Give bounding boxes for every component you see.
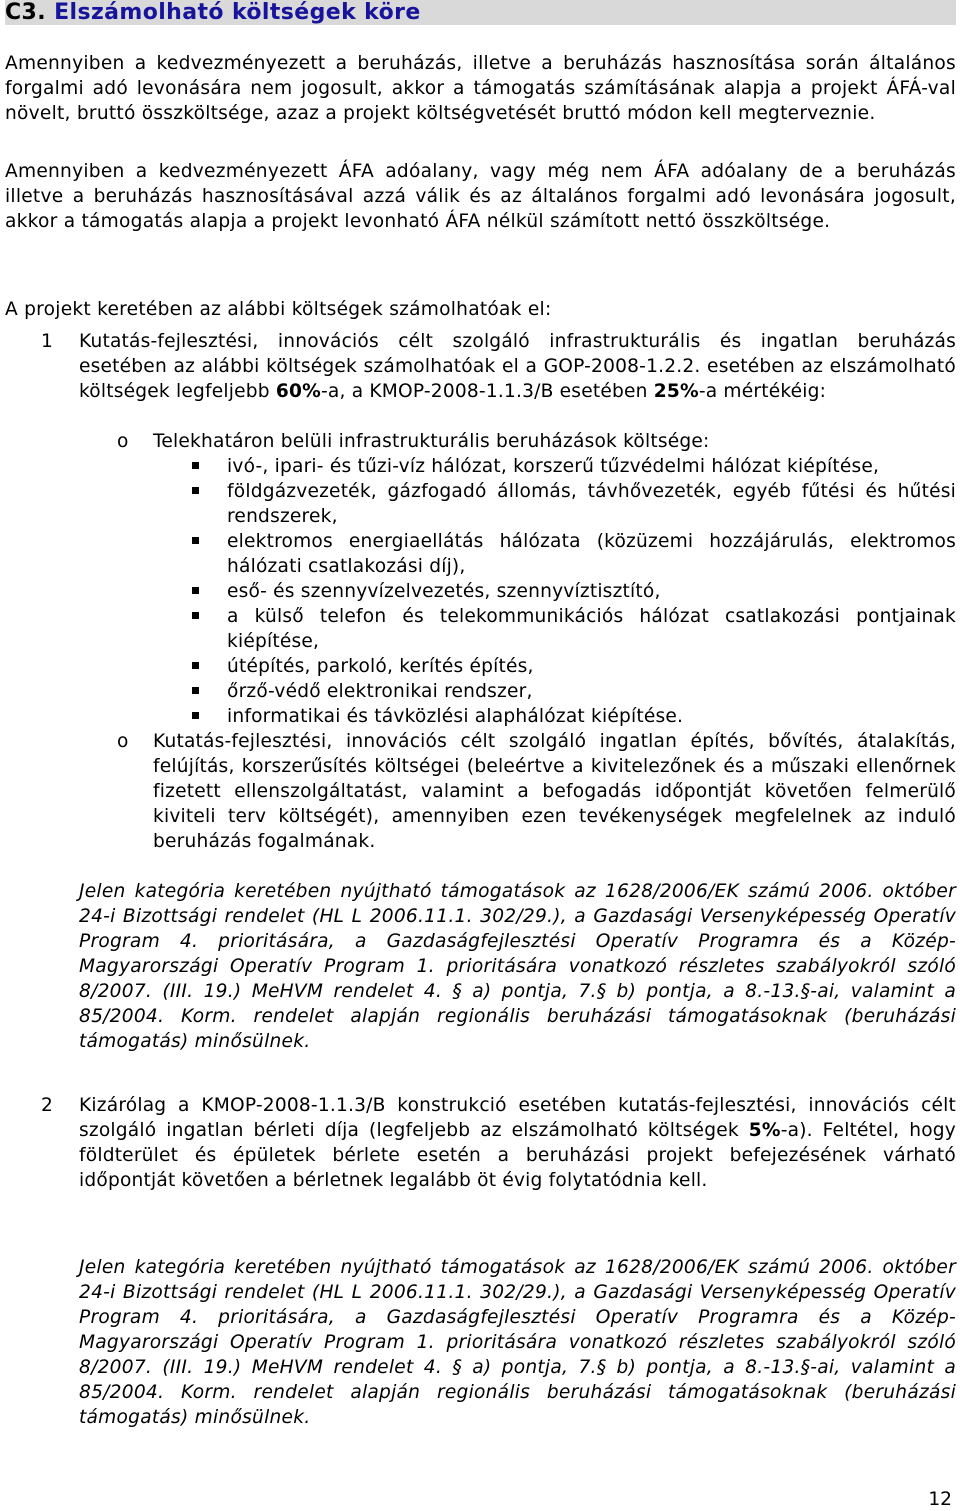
intro-paragraph-2: Amennyiben a kedvezményezett ÁFA adóalany, vagy még nem ÁFA adóalany de a beruházás illetve a beruházás hasznosításával azzá válik és az általános forgalmi adó levonására jogosult, akkor a támogatás alapja a projekt levonható ÁFA nélkül számított nettó összköltsége. <box>5 161 956 232</box>
intro-paragraph-1: Amennyiben a kedvezményezett a beruházás, illetve a beruházás hasznosítása során általános forgalmi adó levonására nem jogosult, akkor a támogatás számításának alapja a projekt ÁFÁ-val növelt, bruttó összköltsége, azaz a projekt költségvetését bruttó módon kell megterveznie. <box>5 53 956 124</box>
bullet-item: őrző-védő elektronikai rendszer, <box>227 681 533 702</box>
percent-25: 25% <box>653 381 699 402</box>
bullet-item: eső- és szennyvízelvezetés, szennyvíztisztító, <box>227 581 661 602</box>
bullet-item: ivó-, ipari- és tűzi-víz hálózat, korszerű tűzvédelmi hálózat kiépítése, <box>227 456 880 477</box>
sublist-item-infrastructure: Telekhatáron belüli infrastrukturális beruházások költsége: <box>153 431 710 452</box>
bullet-item: elektromos energiaellátás hálózata (közüzemi hozzájárulás, elektromos hálózati csatlakozási díj), <box>227 531 956 577</box>
square-bullet-icon <box>192 687 199 694</box>
bullet-item: a külső telefon és telekommunikációs hálózat csatlakozási pontjainak kiépítése, <box>227 606 956 652</box>
section-title: Elszámolható költségek köre <box>54 0 421 25</box>
square-bullet-icon <box>192 712 199 719</box>
sublist-item-construction: Kutatás-fejlesztési, innovációs célt szolgáló ingatlan építés, bővítés, átalakítás, felújítás, korszerűsítés költségei (beleértve a kivitelezőnek és a műszaki ellenőrnek fizetett ellenszolgáltatást, valamint a befogadás időpontját követően felmerülő kiviteli terv költségét), amennyiben ezen tevékenységek megfelelnek az induló beruházás fogalmának. <box>153 731 956 852</box>
list-item-1-text: Kutatás-fejlesztési, innovációs célt szolgáló infrastrukturális és ingatlan beruházás esetében az alábbi költségek számolhatóak el a GOP-2008-1.2.2. esetében az elszámolható költségek legfeljebb 60%-a, a KMOP-2008-1.1.3/B esetében 25%-a mértékéig: <box>79 331 956 402</box>
square-bullet-icon <box>192 462 199 469</box>
sublist-marker-1: o <box>117 431 129 452</box>
bullet-item: útépítés, parkoló, kerítés építés, <box>227 656 534 677</box>
square-bullet-icon <box>192 612 199 619</box>
sublist-marker-2: o <box>117 731 129 752</box>
percent-5: 5% <box>748 1120 781 1141</box>
percent-60: 60% <box>275 381 321 402</box>
list-item-2-number: 2 <box>41 1095 53 1116</box>
section-number: C3. <box>5 0 47 25</box>
bullet-item: informatikai és távközlési alaphálózat kiépítése. <box>227 706 684 727</box>
square-bullet-icon <box>192 662 199 669</box>
page-number: 12 <box>928 1489 952 1510</box>
list-item-1-number: 1 <box>41 331 53 352</box>
square-bullet-icon <box>192 587 199 594</box>
legal-note-1: Jelen kategória keretében nyújtható támogatások az 1628/2006/EK számú 2006. október 24-i Bizottsági rendelet (HL L 2006.11.1. 302/29.), a Gazdasági Versenyképesség Operatív Program 4. prioritására, a Gazdaságfejlesztési Operatív Programra és a Közép-Magyarországi Operatív Program 1. prioritására vonatkozó részletes szabályokról szóló 8/2007. (III. 19.) MeHVM rendelet 4. § a) pontja, 7.§ b) pontja, a 8.-13.§-ai, valamint a 85/2004. Korm. rendelet alapján regionális beruházási támogatásoknak (beruházási támogatás) minősülnek. <box>79 881 956 1052</box>
list-item-2-text: Kizárólag a KMOP-2008-1.1.3/B konstrukció esetében kutatás-fejlesztési, innovációs célt szolgáló ingatlan bérleti díja (legfeljebb az elszámolható költségek 5%-a). Feltétel, hogy földterület és épületek bérlete esetén a beruházási projekt befejezésének várható időpontját követően a bérletnek legalább öt évig folytatódnia kell. <box>79 1095 956 1191</box>
bullet-item: földgázvezeték, gázfogadó állomás, távhővezeték, egyéb fűtési és hűtési rendszerek, <box>227 481 956 527</box>
legal-note-2: Jelen kategória keretében nyújtható támogatások az 1628/2006/EK számú 2006. október 24-i Bizottsági rendelet (HL L 2006.11.1. 302/29.), a Gazdasági Versenyképesség Operatív Program 4. prioritására, a Gazdaságfejlesztési Operatív Programra és a Közép-Magyarországi Operatív Program 1. prioritására vonatkozó részletes szabályokról szóló 8/2007. (III. 19.) MeHVM rendelet 4. § a) pontja, 7.§ b) pontja, a 8.-13.§-ai, valamint a 85/2004. Korm. rendelet alapján regionális beruházási támogatásoknak (beruházási támogatás) minősülnek. <box>79 1257 956 1428</box>
section-heading <box>5 0 956 25</box>
square-bullet-icon <box>192 487 199 494</box>
square-bullet-icon <box>192 537 199 544</box>
list-lead-text: A projekt keretében az alábbi költségek számolhatóak el: <box>5 299 552 320</box>
